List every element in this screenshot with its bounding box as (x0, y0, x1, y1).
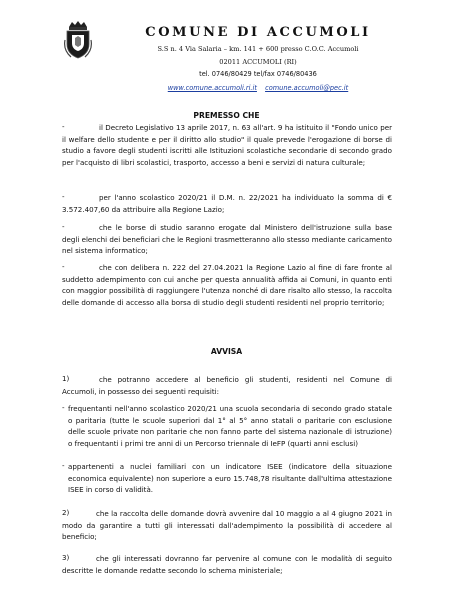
avvisa-item-1 (62, 374, 392, 397)
premesso-heading: PREMESSO CHE (193, 111, 260, 120)
premesso-text: per l'anno scolastico 2020/21 il D.M. n. 22/2021 ha individuato la somma di € 3.572.407,60 da attribuire alla Regione Lazio; (62, 193, 392, 214)
header-city: 02011 ACCUMOLI (RI) (219, 58, 297, 66)
requirement-1 (68, 403, 392, 449)
item-number: 1) (62, 374, 70, 383)
premesso-text: che le borse di studio saranno erogate dal Ministero dell'istruzione sulla base degli elenchi dei beneficiari che le Regioni trasmetteranno allo stesso mediante caricamento nel sistema informatico; (62, 223, 392, 256)
item-number: 2) (62, 508, 70, 517)
avvisa-text: che la raccolta delle domande dovrà avvenire dal 10 maggio a al 4 giugno 2021 in modo da garantire a tutti gli interessati dall'adempimento la possibilità di accedere al beneficio; (62, 509, 392, 542)
premesso-item-3 (62, 222, 392, 257)
premesso-text: il Decreto Legislativo 13 aprile 2017, n. 63 all'art. 9 ha istituito il "Fondo unico per il welfare dello studente e per il diritto allo studio" il quale prevede l'erogazione di borse di studio a favore degli studenti iscritti alle Istituzioni scolastiche secondarie di secondo grado per l'acquisto di libri scolastici, trasporto, accesso a beni e servizi di natura culturale; (62, 123, 392, 167)
coat-of-arms-icon (63, 20, 93, 60)
premesso-item-1 (62, 122, 392, 168)
website-link[interactable]: www.comune.accumoli.ri.it (167, 84, 257, 92)
list-dash: - (62, 122, 65, 131)
list-dash: - (62, 192, 65, 201)
avvisa-text: che potranno accedere al beneficio gli studenti, residenti nel Comune di Accumoli, in possesso dei seguenti requisiti: (62, 375, 392, 396)
premesso-text: che con delibera n. 222 del 27.04.2021 la Regione Lazio al fine di fare fronte al suddetto adempimento con cui anche per questa annualità affida ai Comuni, in quanto enti con maggior possibilità di raggiungere l'utenza nonché di dare risalto allo stesso, la raccolta delle domande di accesso alla borsa di studio degli studenti residenti nel proprio territorio; (62, 263, 392, 307)
header-phone: tel. 0746/80429 tel/fax 0746/80436 (199, 70, 317, 78)
item-number: 3) (62, 553, 70, 562)
header-address: S.S n. 4 Via Salaria – km. 141 + 600 presso C.O.C. Accumoli (157, 45, 359, 53)
municipality-title: COMUNE DI ACCUMOLI (145, 25, 371, 40)
list-dash: - (62, 222, 65, 231)
requirement-2 (68, 461, 392, 496)
avvisa-text: che gli interessati dovranno far pervenire al comune con le modalità di seguito descritte le domande redatte secondo lo schema ministeriale; (62, 554, 392, 575)
requirement-text: frequentanti nell'anno scolastico 2020/21 una scuola secondaria di secondo grado statale o paritaria (tutte le scuole superiori dal 1° al 5° anno statali o paritarie con esclusione delle scuole private non paritarie che non fanno parte del sistema nazionale di istruzione) o frequentanti i primi tre anni di un Percorso triennale di IeFP (quarti anni esclusi) (68, 404, 392, 448)
list-dash: - (62, 403, 65, 412)
list-dash: - (62, 262, 65, 271)
list-dash: - (62, 461, 65, 470)
pec-email-link[interactable]: comune.accumoli@pec.it (265, 84, 349, 92)
premesso-item-2 (62, 192, 392, 215)
avvisa-item-2 (62, 508, 392, 543)
requirement-text: appartenenti a nuclei familiari con un indicatore ISEE (indicatore della situazione economica equivalente) non superiore a euro 15.748,78 risultante dall'ultima attestazione ISEE in corso di validità. (68, 462, 392, 495)
avvisa-item-3 (62, 553, 392, 576)
avvisa-heading: AVVISA (210, 347, 243, 356)
header-links (103, 84, 413, 92)
premesso-item-4 (62, 262, 392, 308)
